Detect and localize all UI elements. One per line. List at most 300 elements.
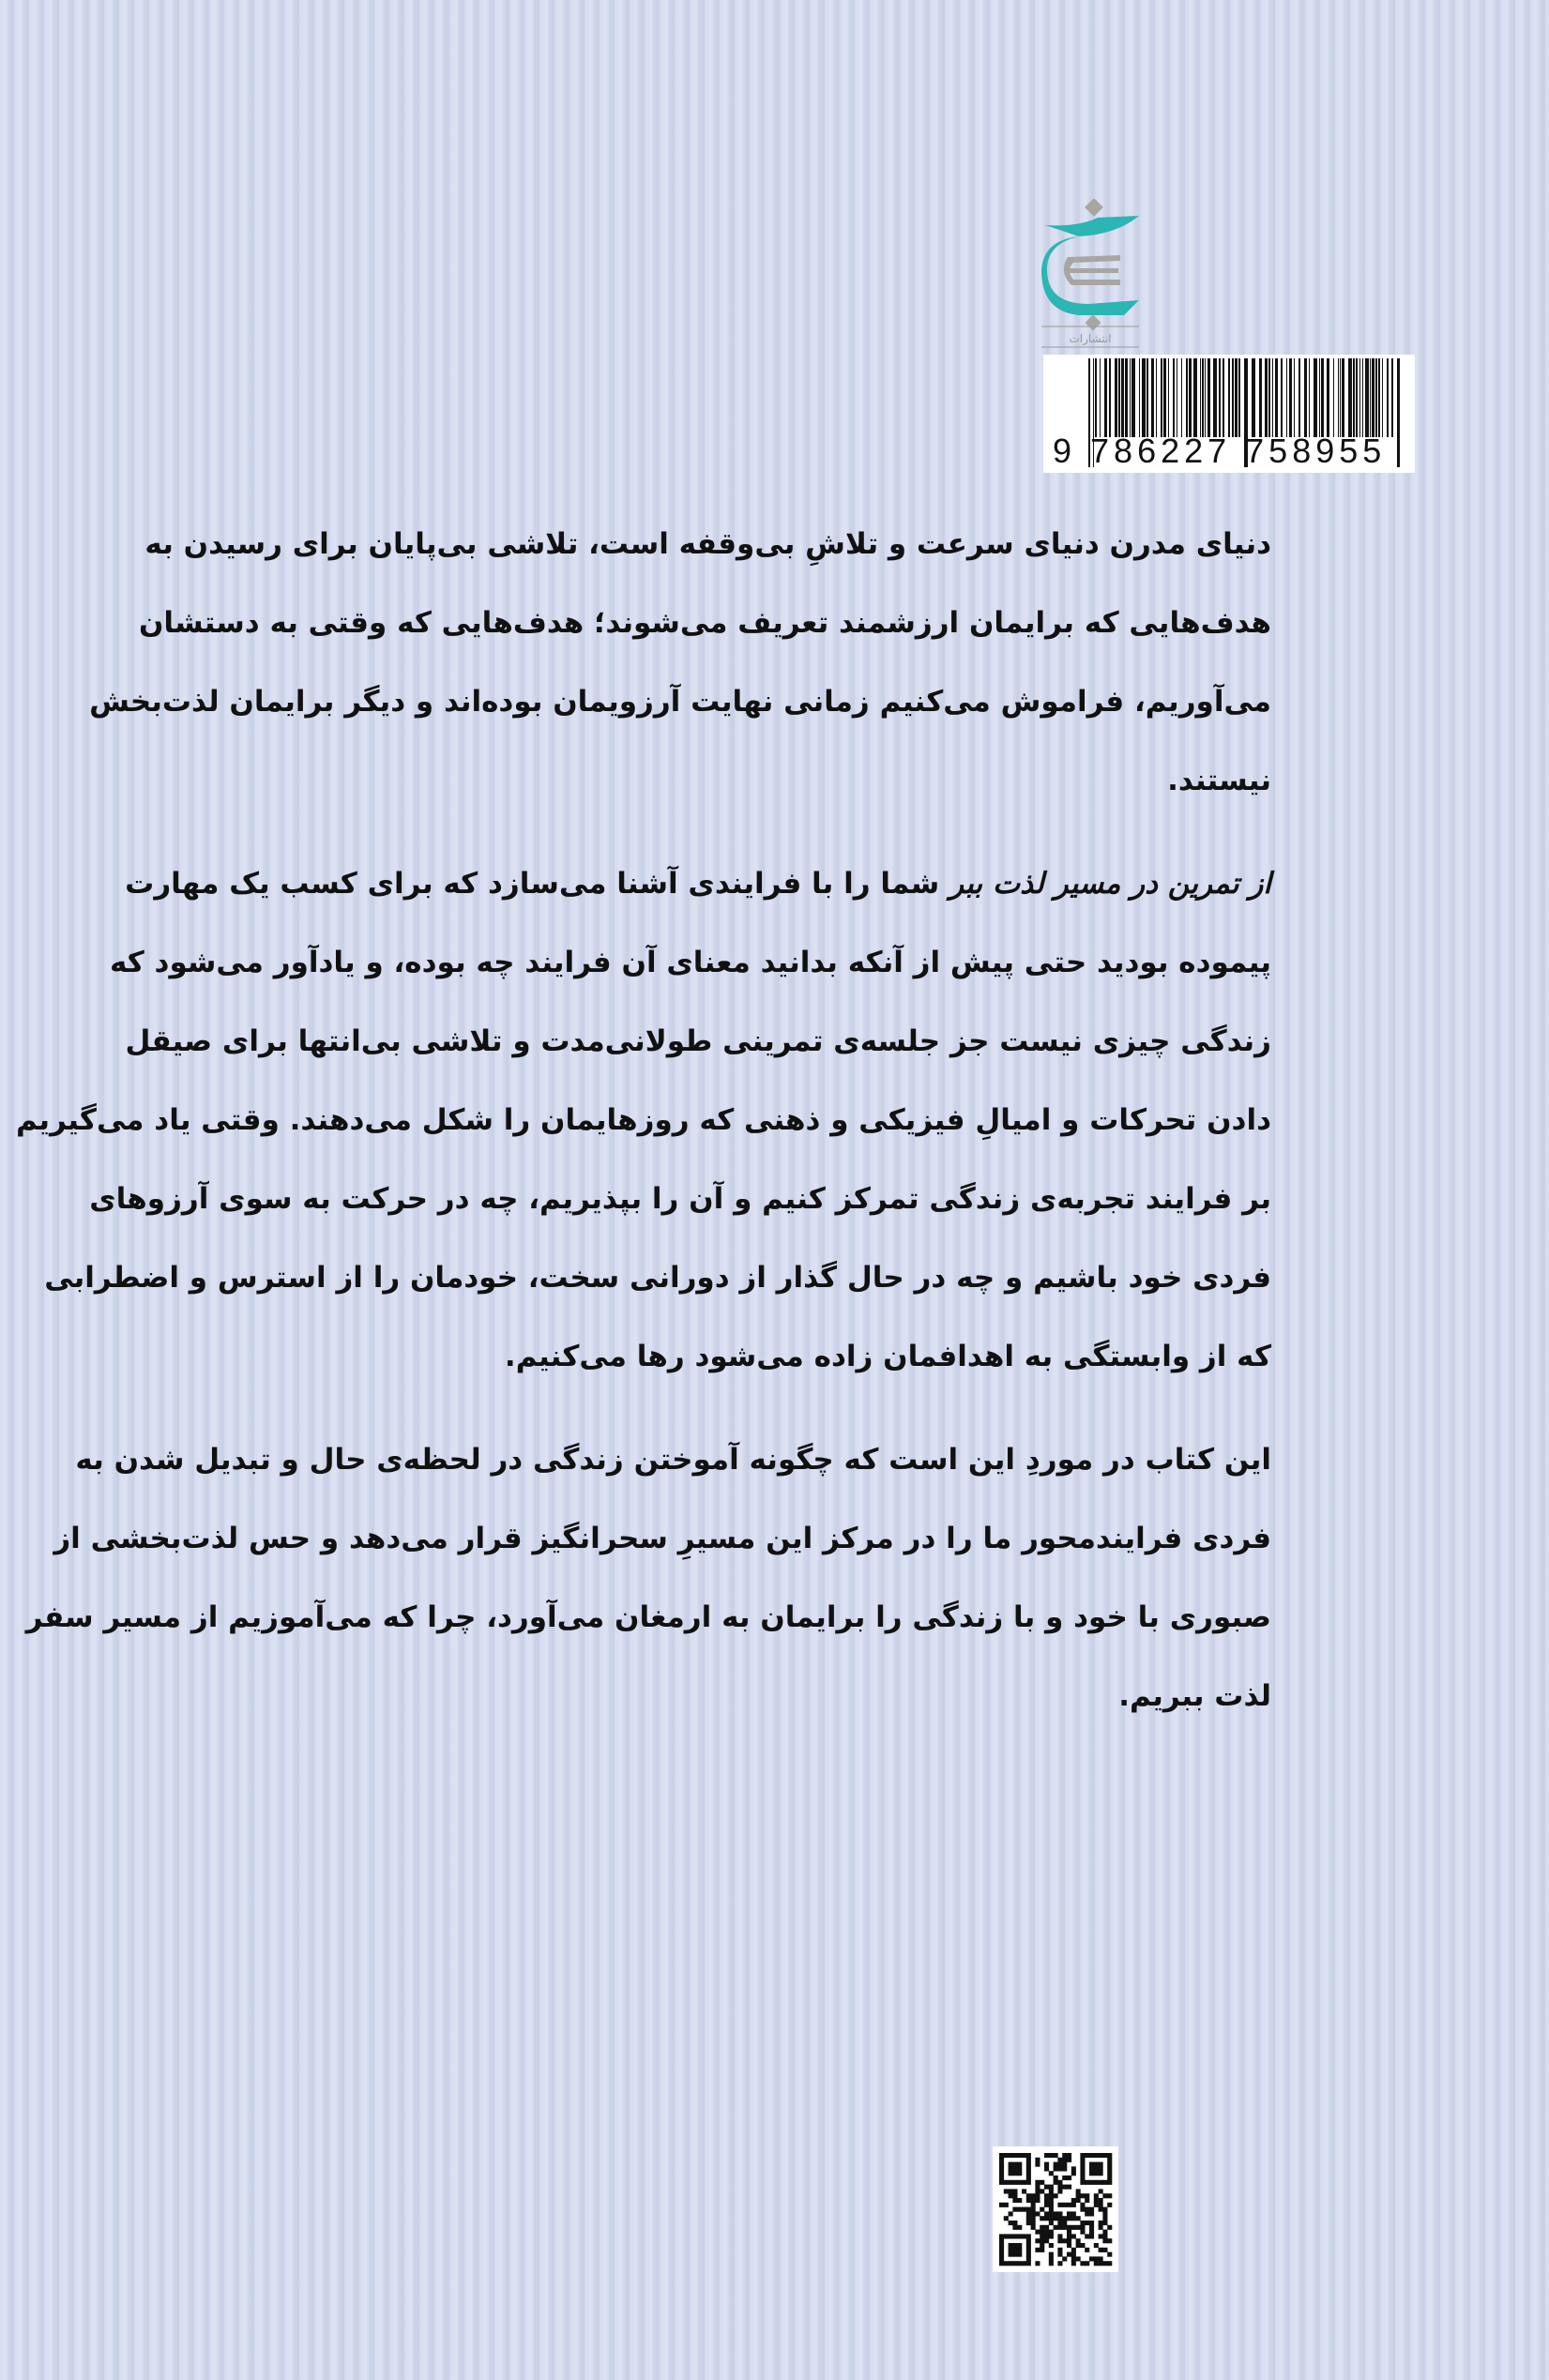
text-line: صبوری با خود و با زندگی را برایمان به ارمغان می‌آورد، چرا که می‌آموزیم از مسیر سفر	[25, 1600, 1271, 1634]
qr-module	[1026, 2216, 1031, 2221]
qr-module	[1099, 2261, 1103, 2266]
qr-module	[1107, 2193, 1112, 2198]
qr-module	[1089, 2162, 1094, 2167]
qr-module	[1089, 2230, 1094, 2235]
qr-module	[1057, 2252, 1062, 2257]
qr-module	[1026, 2158, 1031, 2162]
qr-module	[1062, 2166, 1067, 2171]
qr-module	[1094, 2198, 1099, 2203]
qr-module	[1062, 2153, 1067, 2158]
qr-module	[1057, 2185, 1062, 2190]
qr-module	[1085, 2248, 1089, 2252]
qr-module	[1080, 2203, 1085, 2207]
barcode-bar	[1202, 358, 1204, 437]
qr-module	[1067, 2230, 1071, 2235]
barcode-bar	[1100, 358, 1101, 437]
text-line: هدف‌هایی که برایمان ارزشمند تعریف می‌شوند؛ هدف‌هایی که وقتی به دستشان	[138, 606, 1271, 640]
qr-module	[1076, 2189, 1081, 2193]
qr-module	[1044, 2203, 1049, 2207]
barcode-bar	[1397, 358, 1400, 467]
qr-module	[1089, 2211, 1094, 2216]
qr-module	[1102, 2238, 1107, 2243]
qr-module	[1009, 2180, 1013, 2185]
qr-module	[1026, 2162, 1031, 2167]
qr-module	[1099, 2256, 1103, 2261]
qr-module	[1067, 2153, 1071, 2158]
qr-module	[1089, 2256, 1094, 2261]
qr-module	[1067, 2238, 1071, 2243]
qr-module	[1085, 2234, 1089, 2238]
qr-module	[1012, 2193, 1017, 2198]
qr-module	[1071, 2211, 1076, 2216]
qr-module	[999, 2175, 1004, 2180]
qr-module	[1022, 2189, 1026, 2193]
barcode-bar	[1391, 358, 1393, 437]
barcode-bar	[1207, 358, 1210, 437]
barcode-bar	[1151, 358, 1154, 437]
qr-module	[1044, 2238, 1049, 2243]
qr-module	[1067, 2158, 1071, 2162]
qr-module	[1049, 2185, 1054, 2190]
qr-module	[1035, 2162, 1040, 2167]
qr-module	[1057, 2225, 1062, 2230]
qr-module	[1071, 2248, 1076, 2252]
qr-module	[999, 2261, 1004, 2266]
qr-module	[1035, 2198, 1040, 2203]
qr-module	[1022, 2207, 1026, 2212]
barcode-bar	[1298, 358, 1300, 437]
qr-module	[1049, 2203, 1054, 2207]
qr-module	[1076, 2225, 1081, 2230]
qr-module	[1009, 2211, 1013, 2216]
text-line: لذت ببریم.	[1118, 1679, 1271, 1713]
qr-module	[1102, 2230, 1107, 2235]
barcode-bar	[1304, 358, 1307, 437]
qr-module	[1102, 2216, 1107, 2221]
barcode-bar	[1359, 358, 1360, 437]
barcode-bar	[1356, 358, 1358, 437]
qr-module	[1071, 2198, 1076, 2203]
qr-module	[1035, 2238, 1040, 2243]
publisher-logo	[1041, 199, 1145, 349]
qr-module	[1017, 2248, 1022, 2252]
qr-module	[1012, 2243, 1017, 2248]
qr-module	[1035, 2189, 1040, 2193]
qr-module	[1076, 2193, 1081, 2198]
qr-module	[1102, 2153, 1107, 2158]
qr-module	[1026, 2193, 1031, 2198]
qr-module	[1085, 2180, 1089, 2185]
barcode-bar	[1104, 358, 1107, 437]
qr-module	[1054, 2216, 1058, 2221]
barcode-bar	[1121, 358, 1124, 437]
qr-module	[1107, 2180, 1112, 2185]
qr-module	[1026, 2175, 1031, 2180]
qr-module	[1102, 2261, 1107, 2266]
barcode-bar	[1147, 358, 1148, 437]
qr-module	[1071, 2261, 1076, 2266]
qr-module	[1009, 2189, 1013, 2193]
qr-module	[1107, 2171, 1112, 2175]
barcode-bar	[1370, 358, 1371, 437]
qr-module	[1102, 2211, 1107, 2216]
qr-module	[1044, 2225, 1049, 2230]
barcode-bar	[1131, 358, 1135, 437]
qr-module	[1085, 2221, 1089, 2225]
qr-module	[999, 2248, 1004, 2252]
qr-module	[1057, 2180, 1062, 2185]
qr-module	[1099, 2180, 1103, 2185]
qr-module	[1057, 2221, 1062, 2225]
qr-module	[1080, 2158, 1085, 2162]
qr-module	[1022, 2180, 1026, 2185]
qr-module	[1026, 2171, 1031, 2175]
qr-module	[1026, 2243, 1031, 2248]
qr-module	[1067, 2234, 1071, 2238]
qr-module	[1017, 2225, 1022, 2230]
barcode-bar	[1238, 358, 1240, 437]
text-line: این کتاب در موردِ این است که چگونه آموختن زندگی در لحظه‌ی حال و تبدیل شدن به	[75, 1443, 1271, 1477]
barcode-bar	[1314, 358, 1317, 437]
back-cover-blurb	[16, 505, 1271, 1760]
qr-module	[1009, 2248, 1013, 2252]
qr-module	[1076, 2238, 1081, 2243]
qr-code-pattern	[993, 2146, 1118, 2272]
qr-module	[1085, 2207, 1089, 2212]
qr-module	[1089, 2153, 1094, 2158]
qr-module	[1031, 2211, 1036, 2216]
qr-module	[1080, 2162, 1085, 2167]
qr-module	[999, 2256, 1004, 2261]
qr-module	[1080, 2243, 1085, 2248]
barcode-bar	[1340, 358, 1341, 437]
qr-module	[1035, 2193, 1040, 2198]
barcode-bar	[1173, 358, 1175, 437]
qr-module	[1085, 2198, 1089, 2203]
qr-module	[1049, 2256, 1054, 2261]
text-line: دنیای مدرن دنیای سرعت و تلاشِ بی‌وقفه است، تلاشی بی‌پایان برای رسیدن به	[144, 527, 1271, 561]
qr-module	[1012, 2153, 1017, 2158]
qr-module	[1062, 2216, 1067, 2221]
qr-module	[1026, 2153, 1031, 2158]
qr-module	[1009, 2171, 1013, 2175]
qr-module	[1035, 2211, 1040, 2216]
qr-module	[1009, 2252, 1013, 2257]
qr-module	[1067, 2225, 1071, 2230]
qr-module	[1107, 2158, 1112, 2162]
qr-module	[1089, 2180, 1094, 2185]
text-line: بر فرایند تجربه‌ی زندگی تمرکز کنیم و آن را بپذیریم، چه در حرکت به سوی آرزوهای	[89, 1182, 1271, 1216]
barcode-bar	[1375, 358, 1377, 437]
barcode-bar	[1142, 358, 1146, 437]
barcode-bar	[1125, 358, 1128, 437]
barcode-bar	[1252, 358, 1255, 437]
qr-module	[1004, 2180, 1009, 2185]
qr-module	[1089, 2171, 1094, 2175]
qr-module	[1057, 2261, 1062, 2266]
qr-module	[1004, 2203, 1009, 2207]
qr-module	[999, 2171, 1004, 2175]
qr-module	[1099, 2225, 1103, 2230]
qr-module	[1031, 2225, 1036, 2230]
qr-module	[1107, 2175, 1112, 2180]
qr-module	[1094, 2153, 1099, 2158]
barcode-bar	[1365, 358, 1369, 437]
text-line: فردی خود باشیم و چه در حال گذار از دورانی سخت، خودمان را از استرس و اضطرابی	[44, 1261, 1271, 1295]
barcode-bar	[1181, 358, 1182, 437]
qr-module	[1044, 2230, 1049, 2235]
barcode-bar	[1378, 358, 1380, 437]
qr-module	[1040, 2189, 1044, 2193]
text-line: می‌آوریم، فراموش می‌کنیم زمانی نهایت آرزویمان بوده‌اند و دیگر برایمان لذت‌بخش	[89, 685, 1271, 719]
qr-module	[1089, 2225, 1094, 2230]
qr-module	[999, 2180, 1004, 2185]
qr-module	[1009, 2166, 1013, 2171]
text-span: شما را با فرایندی آشنا می‌سازد که برای کسب یک مهارت	[125, 867, 950, 901]
qr-module	[1044, 2153, 1049, 2158]
barcode-bar	[1275, 358, 1278, 437]
qr-module	[1099, 2171, 1103, 2175]
barcode-bar	[1235, 358, 1238, 437]
barcode-bar	[1222, 358, 1224, 437]
qr-module	[1067, 2211, 1071, 2216]
qr-module	[1102, 2248, 1107, 2252]
qr-module	[1049, 2221, 1054, 2225]
qr-module	[1040, 2230, 1044, 2235]
text-line: نیستند.	[1167, 764, 1271, 797]
qr-module	[1094, 2243, 1099, 2248]
qr-module	[1054, 2153, 1058, 2158]
qr-module	[1094, 2203, 1099, 2207]
barcode-bar	[1321, 358, 1324, 437]
qr-module	[1054, 2211, 1058, 2216]
qr-module	[1062, 2158, 1067, 2162]
qr-module	[1012, 2162, 1017, 2167]
qr-module	[1057, 2234, 1062, 2238]
barcode-bar	[1342, 358, 1344, 437]
qr-module	[1040, 2243, 1044, 2248]
qr-module	[1044, 2166, 1049, 2171]
qr-module	[1071, 2256, 1076, 2261]
qr-module	[1049, 2216, 1054, 2221]
qr-module	[1080, 2221, 1085, 2225]
qr-module	[1012, 2207, 1017, 2212]
qr-module	[1035, 2248, 1040, 2252]
qr-module	[1057, 2166, 1062, 2171]
barcode-bar	[1333, 358, 1334, 437]
barcode-bar	[1228, 358, 1230, 437]
qr-module	[1026, 2248, 1031, 2252]
barcode-bar	[1327, 358, 1329, 437]
qr-module	[1089, 2221, 1094, 2225]
qr-module	[999, 2252, 1004, 2257]
qr-module	[1071, 2203, 1076, 2207]
qr-module	[1040, 2225, 1044, 2230]
qr-module	[1057, 2158, 1062, 2162]
barcode-bar	[1309, 358, 1310, 437]
qr-module	[1012, 2234, 1017, 2238]
barcode-bar	[1163, 358, 1166, 437]
qr-module	[1049, 2189, 1054, 2193]
qr-module	[1004, 2234, 1009, 2238]
qr-module	[1031, 2207, 1036, 2212]
qr-module	[1107, 2162, 1112, 2167]
barcode-bar	[1186, 358, 1188, 437]
qr-module	[999, 2162, 1004, 2167]
barcode-bar	[1268, 358, 1270, 437]
barcode-bar	[1348, 358, 1352, 437]
barcode-bar	[1161, 358, 1162, 437]
qr-module	[1040, 2180, 1044, 2185]
qr-module	[1067, 2252, 1071, 2257]
qr-module	[1080, 2175, 1085, 2180]
qr-module	[1022, 2234, 1026, 2238]
qr-module	[1049, 2252, 1054, 2257]
qr-module	[1012, 2180, 1017, 2185]
qr-module	[1026, 2198, 1031, 2203]
qr-module	[1099, 2234, 1103, 2238]
qr-module	[1057, 2216, 1062, 2221]
qr-module	[1107, 2261, 1112, 2266]
qr-module	[1012, 2248, 1017, 2252]
barcode-bar	[1213, 358, 1217, 437]
qr-module	[1031, 2221, 1036, 2225]
qr-module	[1099, 2166, 1103, 2171]
qr-module	[1009, 2234, 1013, 2238]
qr-module	[1044, 2193, 1049, 2198]
qr-module	[1099, 2221, 1103, 2225]
barcode-bar	[1272, 358, 1273, 437]
barcode-bar	[1372, 358, 1374, 437]
barcode-bar	[1095, 358, 1097, 437]
qr-module	[1049, 2243, 1054, 2248]
qr-module	[1099, 2189, 1103, 2193]
qr-module	[1094, 2166, 1099, 2171]
qr-module	[1026, 2252, 1031, 2257]
qr-module	[1080, 2171, 1085, 2175]
qr-module	[1012, 2225, 1017, 2230]
barcode-bar	[1118, 358, 1120, 437]
qr-module	[1035, 2230, 1040, 2235]
qr-module	[1057, 2248, 1062, 2252]
qr-module	[1022, 2153, 1026, 2158]
text-line: پیموده بودید حتی پیش از آنکه بدانید معنای آن فرایند چه بوده، و یادآور می‌شود که	[109, 946, 1271, 979]
qr-module	[1099, 2203, 1103, 2207]
qr-module	[1094, 2162, 1099, 2167]
qr-module	[1062, 2256, 1067, 2261]
qr-module	[1080, 2230, 1085, 2235]
qr-module	[1017, 2252, 1022, 2257]
qr-module	[1089, 2234, 1094, 2238]
qr-module	[1017, 2153, 1022, 2158]
qr-module	[1071, 2252, 1076, 2257]
qr-module	[999, 2203, 1004, 2207]
qr-module	[1009, 2243, 1013, 2248]
qr-module	[1099, 2248, 1103, 2252]
barcode-bar	[1193, 358, 1197, 437]
barcode-bar	[1232, 358, 1234, 437]
qr-module	[1012, 2252, 1017, 2257]
barcode-bar	[1387, 358, 1389, 437]
book-title: از تمرین در مسیر لذت ببر	[949, 867, 1271, 901]
qr-module	[1076, 2216, 1081, 2221]
qr-module	[1004, 2261, 1009, 2266]
qr-module	[1102, 2180, 1107, 2185]
qr-module	[1031, 2198, 1036, 2203]
qr-module	[1099, 2198, 1103, 2203]
qr-module	[1017, 2198, 1022, 2203]
qr-module	[1062, 2185, 1067, 2190]
qr-module	[1031, 2203, 1036, 2207]
paragraph-1	[89, 505, 1271, 820]
qr-module	[1049, 2193, 1054, 2198]
qr-module	[1026, 2221, 1031, 2225]
qr-module	[1085, 2193, 1089, 2198]
qr-module	[1102, 2193, 1107, 2198]
text-line: دادن تحرکات و امیالِ فیزیکی و ذهنی که روزهایمان را شکل می‌دهند. وقتی یاد می‌گیریم	[16, 1103, 1271, 1137]
qr-module	[1049, 2230, 1054, 2235]
qr-module	[1085, 2153, 1089, 2158]
qr-module	[1107, 2153, 1112, 2158]
qr-module	[1012, 2261, 1017, 2266]
qr-module	[1071, 2171, 1076, 2175]
barcode-bar	[1362, 358, 1363, 437]
text-line: که از وابستگی به اهدافمان زاده می‌شود رها می‌کنیم.	[504, 1340, 1271, 1373]
qr-code[interactable]	[993, 2146, 1118, 2272]
qr-module	[1099, 2162, 1103, 2167]
qr-module	[1099, 2207, 1103, 2212]
qr-module	[1040, 2248, 1044, 2252]
qr-module	[1026, 2261, 1031, 2266]
qr-module	[1009, 2261, 1013, 2266]
qr-module	[1057, 2238, 1062, 2243]
qr-module	[1009, 2221, 1013, 2225]
qr-module	[1054, 2193, 1058, 2198]
barcode-bar	[1205, 358, 1206, 437]
qr-module	[1076, 2256, 1081, 2261]
qr-module	[1062, 2225, 1067, 2230]
qr-module	[1009, 2153, 1013, 2158]
qr-module	[1099, 2153, 1103, 2158]
qr-module	[1040, 2238, 1044, 2243]
qr-module	[1035, 2185, 1040, 2190]
svg-text:انتشارات: انتشارات	[1069, 332, 1112, 345]
barcode-bar	[1200, 358, 1201, 437]
qr-module	[1044, 2234, 1049, 2238]
text-line: فردی فرایندمحور ما را در مرکز این مسیرِ سحرانگیز قرار می‌دهد و حس لذت‌بخشی از	[53, 1522, 1271, 1555]
qr-module	[1067, 2243, 1071, 2248]
qr-module	[1040, 2216, 1044, 2221]
qr-module	[1049, 2211, 1054, 2216]
barcode-bar	[1139, 358, 1140, 437]
qr-module	[1067, 2185, 1071, 2190]
qr-module	[1012, 2189, 1017, 2193]
qr-module	[1080, 2180, 1085, 2185]
qr-module	[1026, 2207, 1031, 2212]
qr-module	[1040, 2207, 1044, 2212]
qr-module	[1054, 2162, 1058, 2167]
qr-module	[1012, 2198, 1017, 2203]
qr-module	[1057, 2203, 1062, 2207]
qr-module	[1057, 2189, 1062, 2193]
qr-module	[1044, 2185, 1049, 2190]
qr-module	[1031, 2216, 1036, 2221]
qr-module	[1057, 2211, 1062, 2216]
qr-module	[1012, 2166, 1017, 2171]
qr-module	[1004, 2189, 1009, 2193]
qr-module	[1017, 2180, 1022, 2185]
qr-module	[1094, 2193, 1099, 2198]
